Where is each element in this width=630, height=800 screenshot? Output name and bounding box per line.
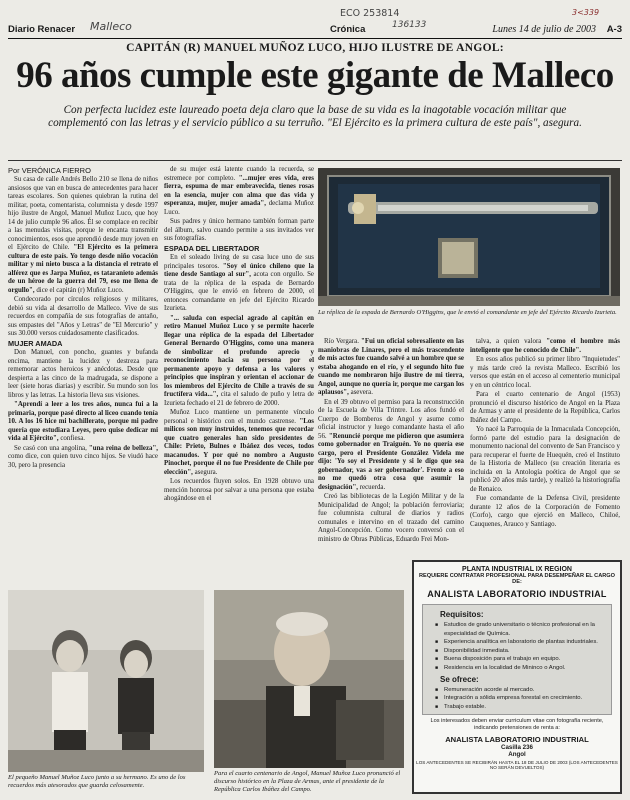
paragraph: Los recuerdos fluyen solos. En 1928 obtuvo una mención honrosa por salvar a una persona que estaba ahogándose en el <box>164 478 314 502</box>
ad-instructions: Los interesados deben enviar curriculum vitae con fotografía reciente, indicando pretensiones de renta a: <box>430 718 604 732</box>
ad-position: ANALISTA LABORATORIO INDUSTRIAL <box>427 589 607 599</box>
portrait-caption: Para el cuarto centenario de Angol, Manuel Muñoz Luco pronunció el discurso histórico en la Plaza de Armas, ante el presidente de la República Carlos Ibáñez del Campo. <box>214 770 401 793</box>
sword-image <box>318 168 620 306</box>
paragraph: talva, a quien valora <box>476 338 542 345</box>
paragraph: recuerda. <box>359 483 386 491</box>
requirements-list <box>428 621 606 673</box>
ad-contact-city: Angol <box>508 751 526 759</box>
subheading: ESPADA DEL LIBERTADOR <box>164 243 260 253</box>
paragraph: Fue comandante de la Defensa Civil, presidente durante 12 años de la Corporación de Fomento (Corfo), cargo que ejerció en Malleco, Chiloé, Cauquenes, Arauco y Santiago. <box>470 495 620 528</box>
stamp-number: ECO 253814 <box>340 8 400 19</box>
paragraph: acota con orgullo. Se trata de la réplica de la espada de Bernardo O'Higgins, que le envió en febrero de 2000, el entonces comandante en jefe del Ejército Ricardo Izurieta. <box>164 271 314 312</box>
paragraph: asevera. <box>350 389 373 396</box>
article-kicker: CAPITÁN (R) MANUEL MUÑOZ LUCO, HIJO ILUSTRE DE ANGOL: <box>126 42 504 54</box>
paragraph: Creó las bibliotecas de la Legión Militar y de la Municipalidad de Angol; la población ferroviaria; fue columnista cultural de diarios y radios comunales e intervino en el trazado del camino Angol-Concepción. Como vocero conversó con el ministro de Obras Públicas, Eduardo Frei Mon- <box>318 493 464 543</box>
requirements-heading: Requisitos: <box>440 610 484 619</box>
job-advertisement <box>412 560 622 794</box>
list-item: ■ Trabajo estable. <box>428 703 606 712</box>
quote: "Renuncié porque me pidieron que asumiera como gobernador en Traiguén. Yo no quería ese cargo, pero el Presidente González Videla me dijo: 'Yo soy el Presidente y si le digo que sea gobernador, vas a ser gobernador'. Frente a eso no me quedó otra cosa que asumir la designación", <box>318 432 464 491</box>
ad-details <box>422 604 612 715</box>
children-image <box>8 590 204 772</box>
list-item: ■ Experiencia analítica en laboratorio de plantas industriales. <box>428 638 606 647</box>
ad-fine-print: LOS ANTECEDENTES SE RECIBIRÁN HASTA EL 18 DE JULIO DE 2003 (LOS ANTECEDENTES NO SERÁN DEVUELTOS) <box>416 760 618 771</box>
list-item: ■ Buena disposición para el trabajo en equipo. <box>428 655 606 664</box>
quote: "... saluda con especial agrado al capitán en retiro Manuel Muñoz Luco y se permite hacerle llegar una réplica de la espada del Libertador General Bernardo O'Higgins, como una manera de simbolizar el profundo aprecio y reconocimiento hacia su persona por el permanente apoyo y defensa a los valores y principios que inspiran y orientan el accionar de los miembros del Ejército de Chile a través de su fructífera vida...", <box>164 314 314 398</box>
newspaper-name: Diario Renacer <box>8 24 76 35</box>
paragraph: de su mujer está latente cuando la recuerda, se estremece por completo. <box>164 166 314 182</box>
divider <box>8 160 622 161</box>
quote: "...mujer eres vida, eres fierra, espuma de mar embravecida, tienes rosas en la esencia, mujer con alma que das vida y esperanza, mujer, mujer amada", <box>164 174 314 207</box>
list-item: ■ Integración a sólida empresa forestal en crecimiento. <box>428 694 606 703</box>
offer-list <box>428 686 606 712</box>
children-caption: El pequeño Manuel Muñoz Luco junto a su hermano. Es uno de los recuerdos más atesorados que guarda celosamente. <box>8 774 186 789</box>
paragraph: Condecorado por círculos religiosos y militares, debió su vida al desarrollo de Malleco. Vive de sus recuerdos en compañía de sus fotografías de antaño, sus empastes del "Años y Letras" de "El Mercurio" y sus 30.000 versos cuidadosamente clasificados. <box>8 296 158 337</box>
children-photo <box>8 590 204 772</box>
paragraph: Su casa de calle Andrés Bello 210 se llena de niños ansiosos que van en busca de antecedentes para hacer tareas escolares. Son quienes quiebran la rutina del militar, poeta, comentarista, columnista y desde 1997 hijo ilustre de Angol, Manuel Muñoz Luco, que hoy 14 de julio cumple 96 años. Él se complace en recibir a las menudas visitas, porque le encanta transmitir conocimientos, esos que aprendió desde muy joven en el Ejército de Chile. <box>8 176 158 251</box>
paragraph: cita el saludo de puño y letra de Izurieta fechado el 21 de febrero de 2000. <box>164 391 314 407</box>
corner-note: 3<339 <box>572 8 600 17</box>
paragraph: Yo nacé la Parroquia de la Inmaculada Concepción, formó parte del estudio para la designación de monumento nacional del convento de San Francisco y para recuperar el fuerte de Huequén, creó el Instituto de la Historia de Malleco (su creación literaria es incluida en la Antología poética de Angol que se publicó 20 años más tarde), y realizó la historiografía de Renaico. <box>470 426 620 493</box>
portrait-image <box>214 590 404 768</box>
paragraph: dice el capitán (r) Muñoz Luco. <box>36 286 124 294</box>
paragraph: Muñoz Luco mantiene un permanente vínculo personal e histórico con el mundo castrense. <box>164 409 314 425</box>
sword-caption: La réplica de la espada de Bernardo O'Higgins, que le envió el comandante en jefe del Ejército Ricardo Izurieta. <box>318 309 617 316</box>
list-item: ■ Estudios de grado universitario o técnico profesional en la especialidad de Química. <box>428 621 606 638</box>
paragraph: Para el cuarto centenario de Angol (1953) pronunció el discurso histórico de Angol en la Plaza de Armas y ante el presidente de la República, Carlos Ibáñez del Campo. <box>470 391 620 424</box>
paragraph: En el 39 obtuvo el permiso para la reconstrucción de la Escuela de Villa Trintre. Los años fundó el Cuerpo de Bomberos de Angol y asume como oficial instructor y luego comandante hasta el año 56. <box>318 398 464 440</box>
text-column-3 <box>318 338 464 584</box>
handwritten-note: Malleco <box>90 20 132 33</box>
subheading: MUJER AMADA <box>8 338 63 348</box>
article-lead: Con perfecta lucidez este laureado poeta deja claro que la base de su vida es la inagotable vocación militar que complementó con las letras y el servicio público a su terruño. "El Ejército es la primera cultura de este país", asegura. <box>48 104 582 129</box>
quote: "como el hombre más inteligente que he conocido de Chile". <box>470 338 620 354</box>
paragraph: En el soleado living de su casa luce uno de sus principales tesoros. <box>164 254 314 270</box>
paragraph: Sus padres y único hermano también forman parte del álbum, salvo cuando permite a sus invitados ver sus fotografías. <box>164 218 314 242</box>
issue-date: Lunes 14 de julio de 2003 <box>492 24 596 35</box>
offer-heading: Se ofrece: <box>440 674 479 684</box>
ad-subtitle: REQUIERE CONTRATAR PROFESIONAL PARA DESEMPEÑAR EL CARGO DE: <box>418 573 615 585</box>
paragraph: como dice, con quien tuvo cinco hijos. Se viudó hace 30, pero la presencia <box>8 453 158 469</box>
quote: "una reina de belleza", <box>88 444 158 452</box>
quote: "Soy el único chileno que la tiene desde Santiago al sur", <box>164 262 314 278</box>
text-column-4 <box>470 338 620 556</box>
list-item: ■ Remuneración acorde al mercado. <box>428 686 606 695</box>
page-number: A-3 <box>606 24 622 35</box>
quote: "Aprendí a leer a los tres años, nunca fui a la primaria, porque pasé directo al liceo cuando tenía 10. A los 16 hice mi bachillerato, porque mi padre quería que estudiara Leyes, pero quise dedicar mi vida al Ejército", <box>8 401 158 442</box>
list-item: ■ Disponibilidad inmediata. <box>428 647 606 656</box>
paragraph: confiesa. <box>60 435 86 442</box>
paragraph: declama Muñoz Luco. <box>164 200 314 216</box>
byline: Por VERÓNICA FIERRO <box>8 166 91 175</box>
paragraph: asegura. <box>194 468 218 476</box>
paragraph: Río Vergara. <box>324 338 359 345</box>
quote: "Los milicos son muy instruidos, tenemos que recordar que cuatro generales han sido presidentes de Chile: Prieto, Bulnes e Ibáñez dos veces, todos macanudos. Y por qué no nombro a Augusto Pinochet, porque él no fue Presidente de Chile por elección", <box>164 417 314 476</box>
ad-company: PLANTA INDUSTRIAL IX REGION <box>462 566 572 573</box>
sword-photo <box>318 168 620 306</box>
quote: "El Ejército es la primera cultura de este país. Yo tengo desde niño vocación militar y mi nieto busca a la distancia el retrato el alférez que es Jarpa Muñoz, es tataranieto además de un héroe de la guerra del 79, eso me llena de orgullo", <box>8 244 158 294</box>
portrait-photo <box>214 590 404 768</box>
paragraph: Don Manuel, con poncho, guantes y bufanda encima, mantiene la lucidez y destreza para rememorar actos heroicos y anécdotas. Desde que despierta a las cinco de la madrugada, se dispone a leer (siete horas diarias) y escribir. Su mundo son los libros y las letras. La historia lleva sus visiones. <box>8 349 158 399</box>
section-name: Crónica <box>330 24 366 35</box>
paragraph: En esos años publicó su primer libro "Inquietudes" y más tarde creó la revista Malleco. Escribió los versos que están en el acceso al cementerio municipal y en un céntrico local. <box>470 356 620 389</box>
ad-contact-box: Casilla 236 <box>501 744 533 752</box>
list-item: ■ Residencia en la localidad de Mininco o Angol. <box>428 664 606 673</box>
quote: "Fui un oficial sobresaliente en las maniobras de Linares, pero el más trascendente de mis actos fue cuando salvé a un hombre que se estaba ahogando en el río, y el segundo hito fue cuando me nombraron hijo ilustre de mi tierra, Angol, aunque no quería ir, porque me cargan los aplausos", <box>318 338 464 396</box>
article-headline: 96 años cumple este gigante de Malleco <box>16 55 614 96</box>
text-column-2 <box>164 166 314 584</box>
ad-contact-title: ANALISTA LABORATORIO INDUSTRIAL <box>445 735 589 745</box>
page-header <box>8 22 622 39</box>
paragraph: Se casó con una angolina, <box>14 444 87 452</box>
text-column-1 <box>8 176 158 584</box>
stamp-number-2: 136133 <box>392 20 427 30</box>
